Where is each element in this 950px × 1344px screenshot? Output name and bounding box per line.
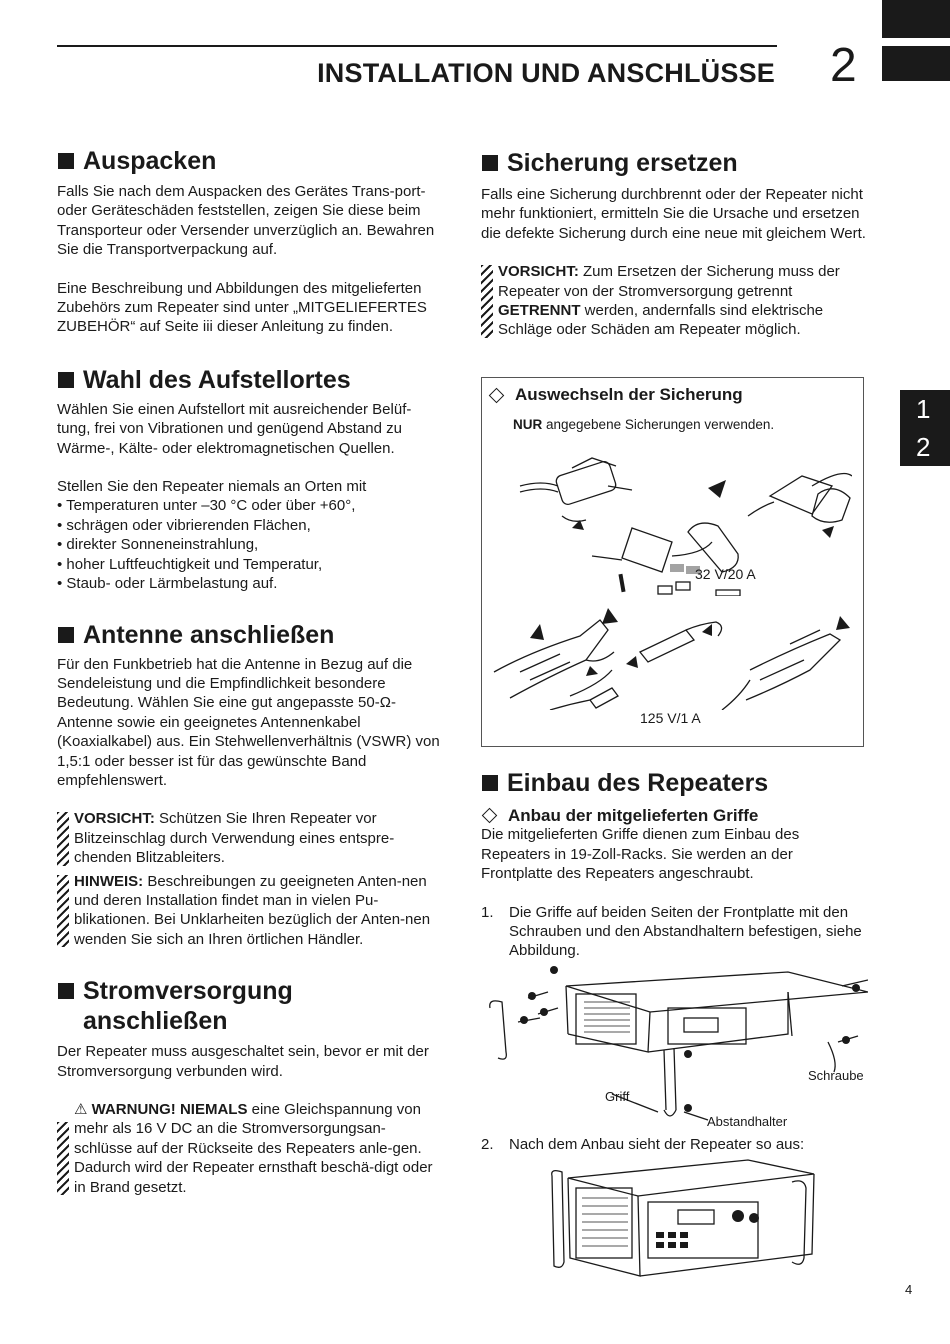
- list-item: 1. Die Griffe auf beiden Seiten der Frontplatte mit den Schrauben und den Abstandhaltern befestigen, siehe Abbildung.: [481, 903, 862, 960]
- aufstellort-bullet-list: [57, 496, 443, 593]
- caution-hatch-icon: [57, 812, 69, 865]
- section-square-icon: [58, 983, 74, 999]
- einbau-section: [481, 768, 867, 961]
- warning-triangle-icon: ⚠: [74, 1101, 88, 1118]
- list-item: • schrägen oder vibrierenden Flächen,: [57, 516, 311, 534]
- einbau-step-list-2: [481, 1135, 867, 1154]
- fuse-label-32v: 32 V/20 A: [695, 566, 756, 582]
- right-column: [481, 148, 867, 340]
- diamond-icon: [482, 808, 498, 824]
- section-square-icon: [482, 155, 498, 171]
- list-item: • Temperaturen unter –30 °C oder über +60°,: [57, 497, 356, 515]
- heading-stromversorgung: Stromversorgung anschließen: [57, 976, 443, 1036]
- diamond-icon: [489, 387, 505, 403]
- handle-installation-illustration: [488, 962, 868, 1132]
- antenne-paragraph: Für den Funkbetrieb hat die Antenne in Bezug auf die Sendeleistung und die Empfindlichkeit besondere Bedeutung. Wählen Sie eine gut angepasste 50-Ω-Antenne sowie ein geeignetes Antennenkabel (Koaxialkabel) aus. Ein Stehwellenverhältnis (VSWR) von 1,5:1 oder besser ist für das gewünschte Band empfehlenswert.: [57, 655, 440, 789]
- strom-warning-note: ⚠ WARNUNG! NIEMALS eine Gleichspannung von mehr als 16 V DC an die Stromversorgungsan-schlüsse auf der Rückseite des Repeaters anle-gen. Dadurch wird der Repeater ernsthaft beschä-digt oder in Brand gesetzt.: [57, 1100, 443, 1197]
- list-item: • direkter Sonneneinstrahlung,: [57, 536, 259, 554]
- label-schraube: Schraube: [808, 1068, 864, 1083]
- glass-fuse-illustration: [490, 600, 860, 710]
- strom-paragraph: Der Repeater muss ausgeschaltet sein, bevor er mit der Stromversorgung verbunden wird.: [57, 1043, 429, 1080]
- heading-antenne: Antenne anschließen: [57, 620, 443, 650]
- fuse-replacement-box: [481, 377, 864, 747]
- auspacken-paragraph-2: Eine Beschreibung und Abbildungen des mitgelieferten Zubehörs zum Repeater sind unter „MITGELIEFERTES ZUBEHÖR“ auf Seite iii dieser Anleitung zu finden.: [57, 279, 427, 336]
- thumb-tab-top: [882, 0, 950, 38]
- chapter-number: 2: [830, 39, 857, 92]
- fuse-box-note: NUR angegebene Sicherungen verwenden.: [513, 417, 775, 432]
- blade-fuse-illustration: [512, 446, 852, 596]
- list-item: • hoher Luftfeuchtigkeit und Temperatur,: [57, 555, 323, 573]
- fuse-label-125v: 125 V/1 A: [640, 710, 701, 726]
- section-square-icon: [482, 775, 498, 791]
- label-griff: Griff: [605, 1089, 630, 1104]
- installed-repeater-illustration: [548, 1158, 818, 1278]
- section-square-icon: [58, 627, 74, 643]
- label-abstandhalter: Abstandhalter: [707, 1114, 788, 1129]
- list-item: • Staub- oder Lärmbelastung auf.: [57, 575, 278, 593]
- section-square-icon: [58, 153, 74, 169]
- fuse-box-title: Auswechseln der Sicherung: [488, 385, 743, 405]
- auspacken-paragraph-1: Falls Sie nach dem Auspacken des Gerätes Trans-port- oder Geräteschäden feststellen, zeigen Sie diese beim Transporteur oder Versender unverzüglich an. Bewahren Sie die Transportverpackung auf.: [57, 183, 435, 259]
- einbau-step-list: [481, 903, 867, 961]
- caution-hatch-icon: [481, 265, 493, 338]
- heading-auspacken: Auspacken: [57, 146, 443, 176]
- heading-aufstellort: Wahl des Aufstellortes: [57, 365, 443, 395]
- einbau-subheading: Anbau der mitgelieferten Griffe: [481, 806, 867, 825]
- warning-hatch-icon: [57, 1122, 69, 1195]
- heading-einbau: Einbau des Repeaters: [481, 768, 867, 798]
- thumb-tab-current: [882, 46, 950, 81]
- side-tab-1[interactable]: 1: [900, 390, 950, 428]
- einbau-step-2: [481, 1135, 867, 1154]
- page-number: 4: [905, 1282, 913, 1297]
- chapter-title: INSTALLATION UND ANSCHLÜSSE: [317, 58, 775, 88]
- antenne-hint-note: HINWEIS: Beschreibungen zu geeigneten Anten-nen und deren Installation findet man in vielen Pu-blikationen. Bei Unklarheiten bezüglich der Anten-nen wenden Sie sich an Ihren örtlichen Händler.: [57, 872, 443, 950]
- aufstellort-paragraph-1: Wählen Sie einen Aufstellort mit ausreichender Belüf-tung, frei von Vibrationen und genügend Abstand zu Wärme-, Kälte- oder elektromagnetischen Quellen.: [57, 400, 412, 457]
- heading-sicherung: Sicherung ersetzen: [481, 148, 867, 178]
- section-square-icon: [58, 372, 74, 388]
- antenne-caution-note: VORSICHT: Schützen Sie Ihren Repeater vor Blitzeinschlag durch Verwendung eines entspre-chenden Blitzableiters.: [57, 809, 443, 867]
- side-tab-2[interactable]: 2: [900, 428, 950, 466]
- header-rule: [57, 45, 777, 47]
- sicherung-paragraph: Falls eine Sicherung durchbrennt oder der Repeater nicht mehr funktioniert, ermitteln Sie die Ursache und ersetzen die defekte Sicherung durch eine neue mit gleichem Wert.: [481, 186, 866, 242]
- sicherung-caution-note: VORSICHT: Zum Ersetzen der Sicherung muss der Repeater von der Stromversorgung getrennt GETRENNT werden, andernfalls sind elektrische Schläge oder Schäden am Repeater möglich.: [481, 262, 867, 340]
- left-column: [57, 146, 443, 1197]
- hint-hatch-icon: [57, 875, 69, 948]
- einbau-paragraph: Die mitgelieferten Griffe dienen zum Einbau des Repeaters in 19-Zoll-Racks. Sie werden an der Frontplatte des Repeaters angeschraubt.: [481, 826, 800, 883]
- list-item: 2. Nach dem Anbau sieht der Repeater so aus:: [481, 1136, 805, 1153]
- aufstellort-paragraph-2: Stellen Sie den Repeater niemals an Orten mit: [57, 478, 367, 496]
